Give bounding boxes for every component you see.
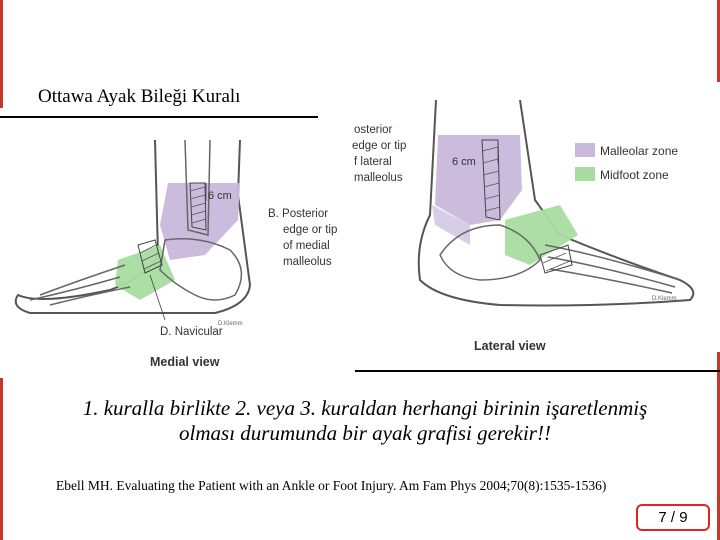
caption-line-1: 1. kuralla birlikte 2. veya 3. kuraldan herhangi birinin işaretlenmiş <box>82 396 648 420</box>
lateral-malleolar-zone <box>435 135 522 225</box>
medial-label-b3: of medial <box>283 240 330 252</box>
lateral-view-illustration <box>352 100 693 353</box>
lateral-6cm-label: 6 cm <box>452 156 476 168</box>
caption-line-2: olması durumunda bir ayak grafisi gerekir!! <box>179 421 551 445</box>
medial-label-b4: malleolus <box>283 256 332 268</box>
lateral-label-a1: osterior <box>354 124 393 136</box>
lateral-view-title: Lateral view <box>474 339 546 353</box>
medial-view-title: Medial view <box>150 355 220 369</box>
page-total: 9 <box>679 509 688 526</box>
medial-view-illustration <box>16 140 338 369</box>
page-current: 7 <box>658 509 667 526</box>
legend-midfoot-label: Midfoot zone <box>600 168 669 182</box>
legend-malleolar-label: Malleolar zone <box>600 144 679 158</box>
slide-title: Ottawa Ayak Bileği Kuralı <box>38 86 241 107</box>
legend-malleolar-swatch <box>575 143 595 157</box>
medial-label-b2: edge or tip <box>283 224 338 236</box>
legend-midfoot-swatch <box>575 167 595 181</box>
lateral-label-a2: edge or tip <box>352 140 407 152</box>
top-left-accent <box>0 0 3 108</box>
bottom-left-accent <box>0 378 3 540</box>
caption-text <box>20 396 710 446</box>
medial-6cm-label: 6 cm <box>208 190 232 202</box>
medial-signature: D.Klemm <box>218 321 243 327</box>
citation: Ebell MH. Evaluating the Patient with an Ankle or Foot Injury. Am Fam Phys 2004;70(8):1535-1536) <box>56 478 607 493</box>
figure-underline <box>355 370 720 372</box>
lateral-signature: D.Klemm <box>652 296 677 302</box>
lateral-label-a3: f lateral <box>354 156 392 168</box>
lateral-label-a4: malleolus <box>354 172 403 184</box>
lateral-midfoot-zone <box>505 205 578 265</box>
lateral-metatarsals <box>545 245 680 293</box>
ottawa-ankle-figure <box>0 95 720 375</box>
medial-label-b1: B. Posterior <box>268 208 329 220</box>
medial-label-d: D. Navicular <box>160 326 223 338</box>
page-number-box <box>636 504 710 531</box>
page-separator: / <box>670 509 676 526</box>
